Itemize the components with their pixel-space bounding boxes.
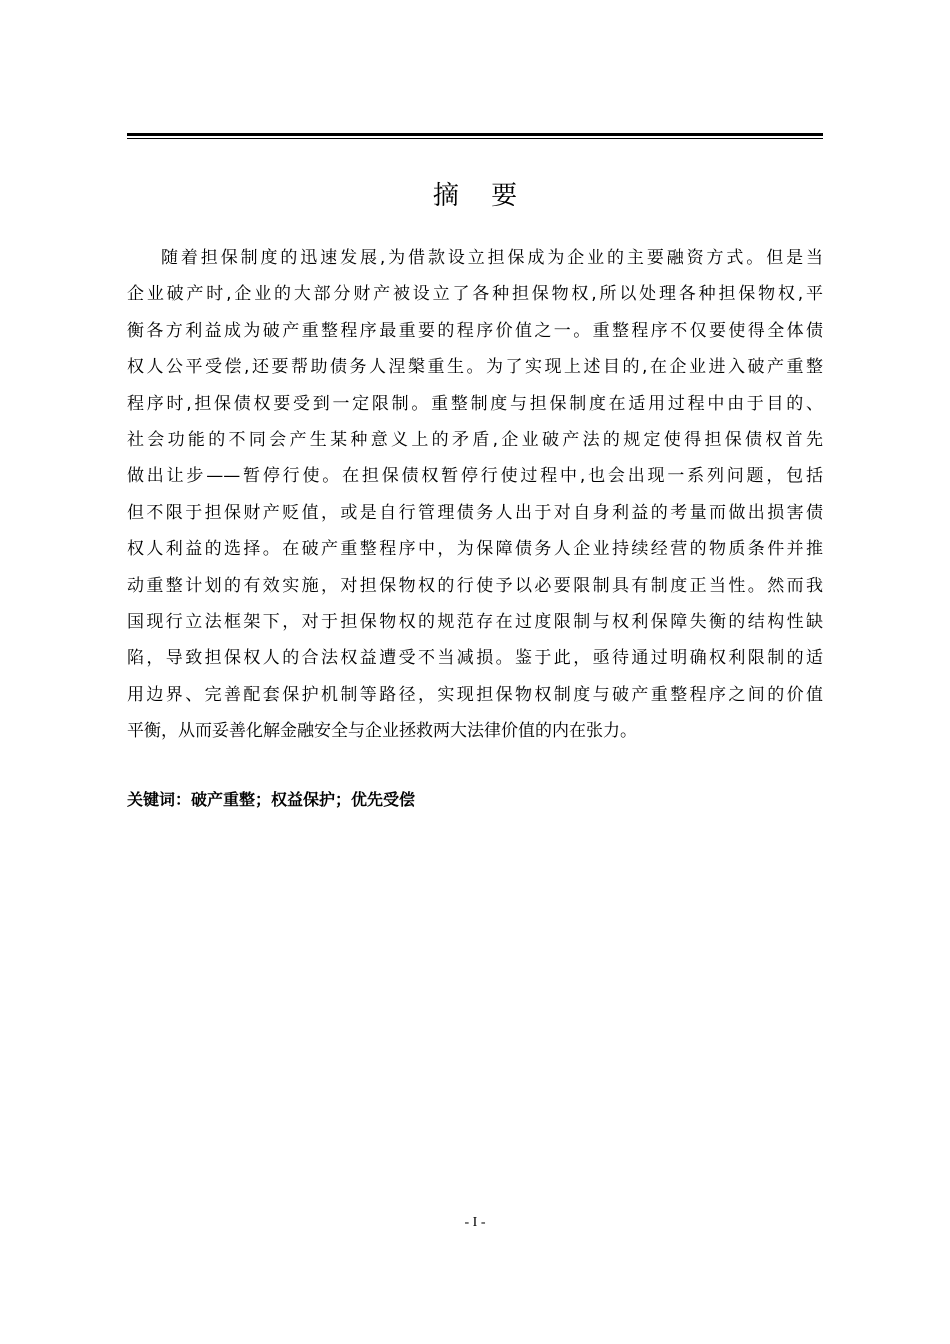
- abstract-line: 国现行立法框架下，对于担保物权的规范存在过度限制与权利保障失衡的结构性缺: [127, 611, 823, 632]
- abstract-line: 做出让步——暂停行使。在担保债权暂停行使过程中,也会出现一系列问题，包括: [127, 466, 823, 487]
- abstract-line: 随着担保制度的迅速发展,为借款设立担保成为企业的主要融资方式。但是当: [161, 248, 823, 268]
- abstract-line: 动重整计划的有效实施，对担保物权的行使予以必要限制具有制度正当性。然而我: [127, 575, 823, 596]
- abstract-line: 企业破产时,企业的大部分财产被设立了各种担保物权,所以处理各种担保物权,平: [127, 284, 823, 305]
- abstract-line: 陷，导致担保权人的合法权益遭受不当减损。鉴于此，亟待通过明确权利限制的适: [127, 648, 823, 669]
- abstract-line: 用边界、完善配套保护机制等路径，实现担保物权制度与破产重整程序之间的价值: [127, 684, 823, 705]
- abstract-title: 摘 要: [432, 181, 530, 211]
- keywords: 关键词：破产重整；权益保护；优先受偿: [127, 790, 416, 809]
- abstract-body: [127, 240, 823, 749]
- abstract-line: 衡各方利益成为破产重整程序最重要的程序价值之一。重整程序不仅要使得全体债: [127, 320, 823, 341]
- abstract-line: 程序时,担保债权要受到一定限制。重整制度与担保制度在适用过程中由于目的、: [127, 393, 823, 414]
- abstract-line: 但不限于担保财产贬值，或是自行管理债务人出于对自身利益的考量而做出损害债: [127, 502, 823, 523]
- page-number: - I -: [464, 1215, 486, 1230]
- abstract-line: 权人公平受偿,还要帮助债务人涅槃重生。为了实现上述目的,在企业进入破产重整: [127, 357, 823, 378]
- abstract-line: 社会功能的不同会产生某种意义上的矛盾,企业破产法的规定使得担保债权首先: [127, 429, 823, 450]
- header-rule: [127, 133, 823, 139]
- abstract-line: 平衡，从而妥善化解金融安全与企业拯救两大法律价值的内在张力。: [127, 721, 637, 742]
- abstract-line: 权人利益的选择。在破产重整程序中，为保障债务人企业持续经营的物质条件并推: [127, 539, 823, 560]
